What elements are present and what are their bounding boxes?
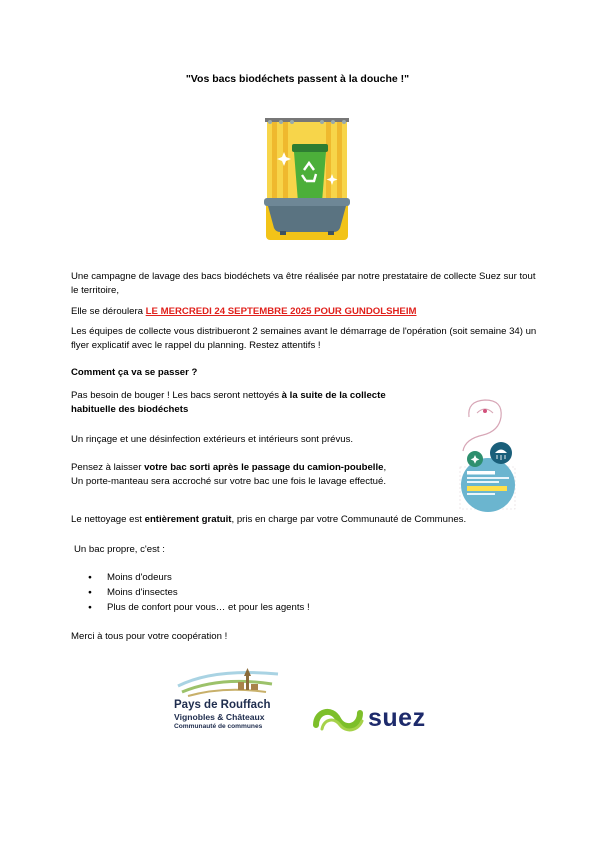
leave-suffix: , xyxy=(383,462,387,473)
how-heading: Comment ça va se passer ? xyxy=(71,367,198,378)
flyer-text: Les équipes de collecte vous distribueront 2 semaines avant le démarrage de l'opération (soit semaine 34) un flyer explicatif avec le rappel du planning. Restez attentifs ! xyxy=(71,326,537,351)
leave-prefix: Pensez à laisser xyxy=(71,462,145,473)
rouffach-line1: Pays de Rouffach xyxy=(174,699,271,711)
thanks-text: Merci à tous pour votre coopération ! xyxy=(71,631,228,642)
free-prefix: Le nettoyage est xyxy=(71,514,145,525)
list-item: ● Moins d'odeurs xyxy=(75,571,310,586)
free-bold: entièrement gratuit xyxy=(144,514,232,525)
leave-bold: votre bac sorti après le passage du camion-poubelle xyxy=(144,462,384,473)
move-text xyxy=(71,389,401,416)
door-hanger-illustration xyxy=(455,397,521,514)
date-line xyxy=(71,305,541,319)
suez-wordmark: suez xyxy=(368,704,426,732)
pays-de-rouffach-logo xyxy=(174,664,284,738)
page-title: "Vos bacs biodéchets passent à la douche !" xyxy=(185,73,410,85)
rouffach-line2: Vignobles & Châteaux xyxy=(174,712,265,722)
date-highlight: LE MERCREDI 24 SEPTEMBRE 2025 POUR GUNDOLSHEIM xyxy=(145,306,417,317)
campaign-text: Une campagne de lavage des bacs biodéchets va être réalisée par notre prestataire de collecte Suez sur tout le territoire, xyxy=(71,271,536,296)
benefits-list xyxy=(75,571,310,616)
move-bold: à la suite de la collecte habituelle des biodéchets xyxy=(71,390,386,415)
rinse-text: Un rinçage et une désinfection extérieurs et intérieurs sont prévus. xyxy=(71,434,354,445)
landscape-logo-icon xyxy=(174,664,284,698)
suez-wave-icon xyxy=(312,703,366,735)
rouffach-line3: Communauté de communes xyxy=(174,723,263,730)
bin-shower-illustration xyxy=(264,118,350,240)
list-item: ● Plus de confort pour vous… et pour les agents ! xyxy=(75,601,310,616)
free-text xyxy=(71,513,541,527)
date-prefix: Elle se déroulera xyxy=(71,306,146,317)
free-suffix: , pris en charge par votre Communauté de Communes. xyxy=(231,514,467,525)
clean-bin-intro: Un bac propre, c'est : xyxy=(74,544,165,555)
list-item: ● Moins d'insectes xyxy=(75,586,310,601)
suez-logo xyxy=(312,703,444,735)
hanger-text: Un porte-manteau sera accroché sur votre bac une fois le lavage effectué. xyxy=(71,476,386,487)
move-prefix: Pas besoin de bouger ! Les bacs seront nettoyés xyxy=(71,390,282,401)
